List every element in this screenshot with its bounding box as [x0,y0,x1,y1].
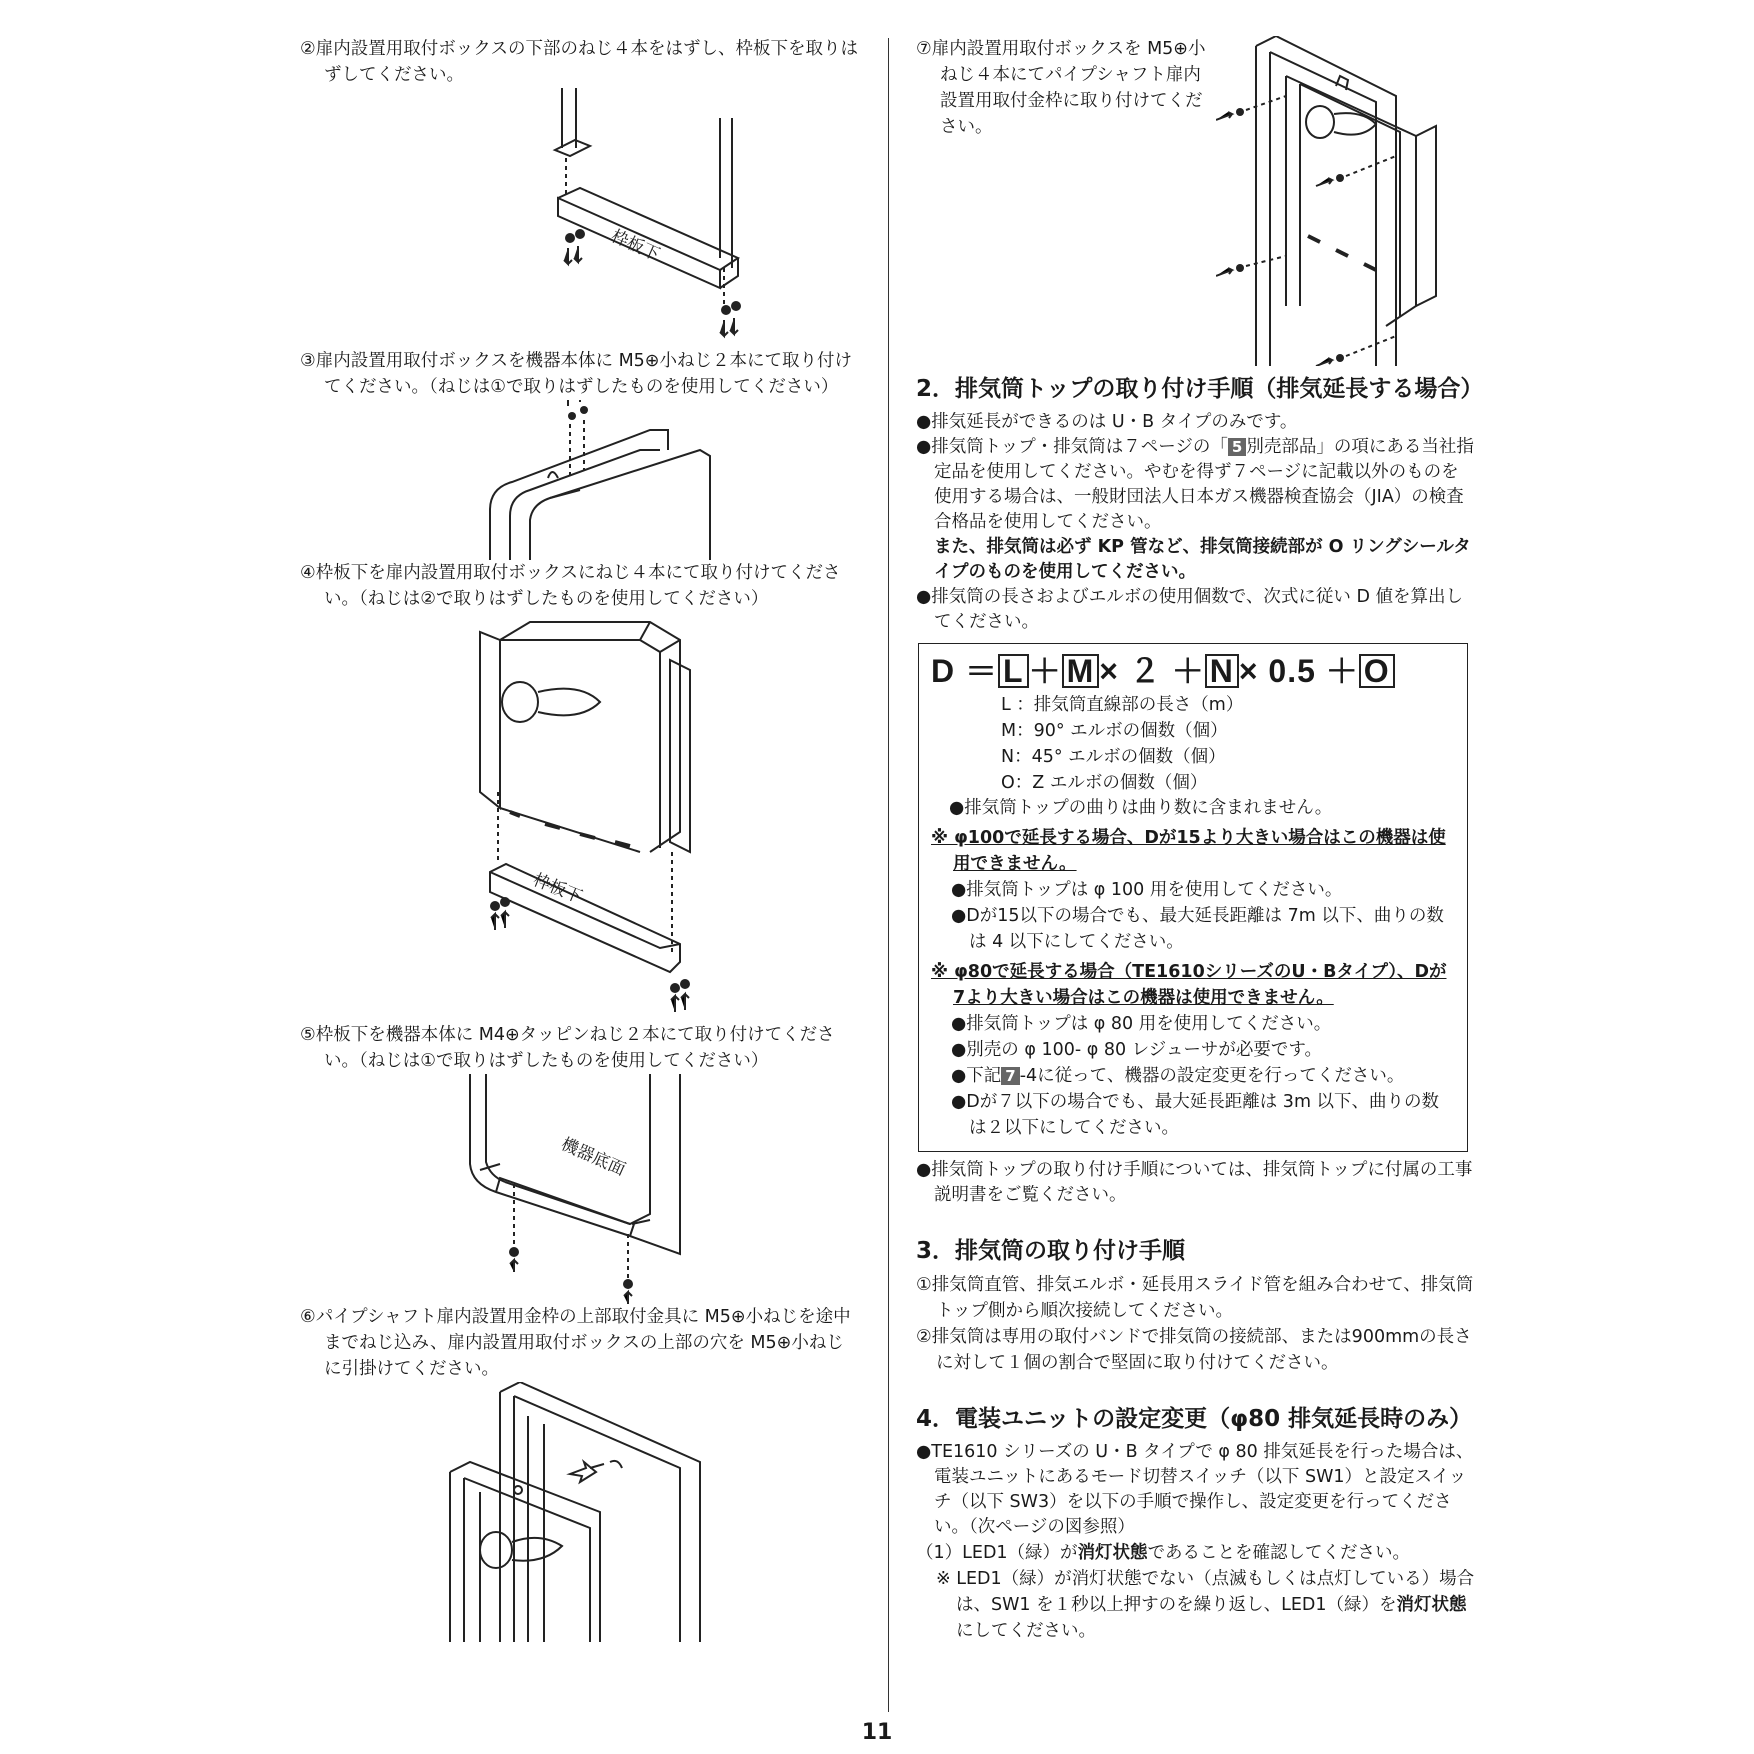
step-6-text: ⑥パイプシャフト扉内設置用金枠の上部取付金具に M5⊕小ねじを途中までねじ込み、扉内設置用取付ボックスの上部の穴を M5⊕小ねじに引掛けてください。 [300,1307,851,1379]
bottom-attach-illustration [300,1074,860,1304]
final-mount-illustration [1216,36,1476,366]
step-7-block [916,36,1476,366]
note-phi80-item-2: ●別売の φ 100- φ 80 レジューサが必要です。 [951,1040,1322,1060]
note-phi80-item-4: ●Dが７以下の場合でも、最大延長距離は 3m 以下、曲りの数は２以下にしてください。 [951,1092,1440,1138]
var-m: M [1062,654,1100,688]
figure-step-7 [1216,36,1476,366]
figure-step-2 [300,88,860,348]
column-divider [888,38,889,1712]
section-2-bullet-1: ●排気延長ができるのは U・B タイプのみです。 [916,412,1298,432]
var-n: N [1205,654,1239,688]
note-phi80-head: ※ φ80で延長する場合（TE1610シリーズのU・Bタイプ）、Dが7より大きい場合はこの機器は使用できません。 [931,962,1447,1008]
formula-box [918,643,1468,1152]
note-phi100-head: ※ φ100で延長する場合、Dが15より大きい場合はこの機器は使用できません。 [931,828,1446,874]
figure-step-3 [300,400,860,560]
fig4-label: 枠板下 [530,870,585,908]
section-4-note: ※ LED1（緑）が消灯状態でない（点滅もしくは点灯している）場合は、SW1 を１秒以上押すのを繰り返し、LED1（緑）を消灯状態にしてください。 [936,1569,1475,1641]
section-4-title: 4．電装ユニットの設定変更（φ80 排気延長時のみ） [916,1406,1473,1432]
figure-step-5 [300,1074,860,1304]
right-column [916,36,1484,1644]
hook-box-illustration [300,1382,860,1642]
section-3-step-2: ②排気筒は専用の取付バンドで排気筒の接続部、または900mmの長さに対して１個の割合で堅固に取り付けてください。 [916,1327,1472,1373]
figure-step-4 [300,612,860,1022]
fig2-label: 枠板下 [607,226,663,266]
page-number: 11 [861,1720,893,1745]
note-phi80-item-1: ●排気筒トップは φ 80 用を使用してください。 [951,1014,1332,1034]
bracket-removal-illustration [300,88,860,348]
ref-tag-7: 7 [1001,1067,1019,1085]
section-4-bullet-1: ●TE1610 シリーズの U・B タイプで φ 80 排気延長を行った場合は、電装ユニットにあるモード切替スイッチ（以下 SW1）と設定スイッチ（以下 SW3）を以下の手順で操作し、設定変更を行ってください。（次ページの図参照） [916,1442,1474,1537]
box-mount-illustration [300,400,860,560]
note-phi100-item-1: ●排気筒トップは φ 100 用を使用してください。 [951,880,1343,900]
section-2-title: 2．排気筒トップの取り付け手順（排気延長する場合） [916,376,1484,402]
section-2-bold-note: また、排気筒は必ず KP 管など、排気筒接続部が O リングシールタイプのものを使用してください。 [934,537,1471,582]
fig5-label: 機器底面 [557,1134,629,1181]
ref-tag-5: 5 [1228,438,1246,456]
section-2-bullet-2: ●排気筒トップ・排気筒は７ページの「 5 別売部品」の項にある当社指定品を使用してください。やむを得ず７ページに記載以外のものを使用する場合は、一般財団法人日本ガス機器検査協会（JIA）の検査合格品を使用してください。 また、排気筒は必ず KP 管など、排気筒接続部が O リングシールタイプのものを使用してください。 [916,437,1474,582]
section-3-step-1: ①排気筒直管、排気エルボ・延長用スライド管を組み合わせて、排気筒トップ側から順次接続してください。 [916,1275,1474,1321]
step-2-text: ②扉内設置用取付ボックスの下部のねじ４本をはずし、枠板下を取りはずしてください。 [300,39,859,85]
step-4-text: ④枠板下を扉内設置用取付ボックスにねじ４本にて取り付けてください。（ねじは②で取りはずしたものを使用してください） [300,563,841,609]
note-phi80-item-3: ●下記 7 -4に従って、機器の設定変更を行ってください。 [951,1066,1405,1086]
legend-o: O：Z エルボの個数（個） [1001,773,1208,793]
section-2-after: ●排気筒トップの取り付け手順については、排気筒トップに付属の工事説明書をご覧ください。 [916,1160,1473,1205]
step-5-text: ⑤枠板下を機器本体に M4⊕タッピンねじ２本にて取り付けてください。（ねじは①で取りはずしたものを使用してください） [300,1025,835,1071]
note-phi100-item-2: ●Dが15以下の場合でも、最大延長距離は 7m 以下、曲りの数は 4 以下にしてください。 [951,906,1444,952]
figure-step-6 [300,1382,860,1642]
section-3-title: 3．排気筒の取り付け手順 [916,1238,1186,1264]
frame-attach-illustration [300,612,860,1022]
d-value-formula: D ＝ L ＋ M × ２ ＋ N × 0.5 ＋ O [931,650,1455,692]
left-column [300,36,860,1642]
legend-n: N：45° エルボの個数（個） [1001,747,1226,767]
legend-l: L ：排気筒直線部の長さ（m） [1001,695,1244,715]
var-l: L [998,654,1029,688]
step-3-text: ③扉内設置用取付ボックスを機器本体に M5⊕小ねじ２本にて取り付けてください。（ねじは①で取りはずしたものを使用してください） [300,351,852,397]
step-7-text: ⑦扉内設置用取付ボックスを M5⊕小ねじ４本にてパイプシャフト扉内設置用取付金枠に取り付けてください。 [916,39,1206,137]
section-4-step-1: （1）LED1（緑）が消灯状態であることを確認してください。 [916,1543,1411,1563]
legend-m: M：90° エルボの個数（個） [1001,721,1228,741]
legend-note: ●排気筒トップの曲りは曲り数に含まれません。 [949,798,1333,818]
var-o: O [1359,654,1395,688]
section-2-bullet-3: ●排気筒の長さおよびエルボの使用個数で、次式に従い D 値を算出してください。 [916,587,1464,632]
